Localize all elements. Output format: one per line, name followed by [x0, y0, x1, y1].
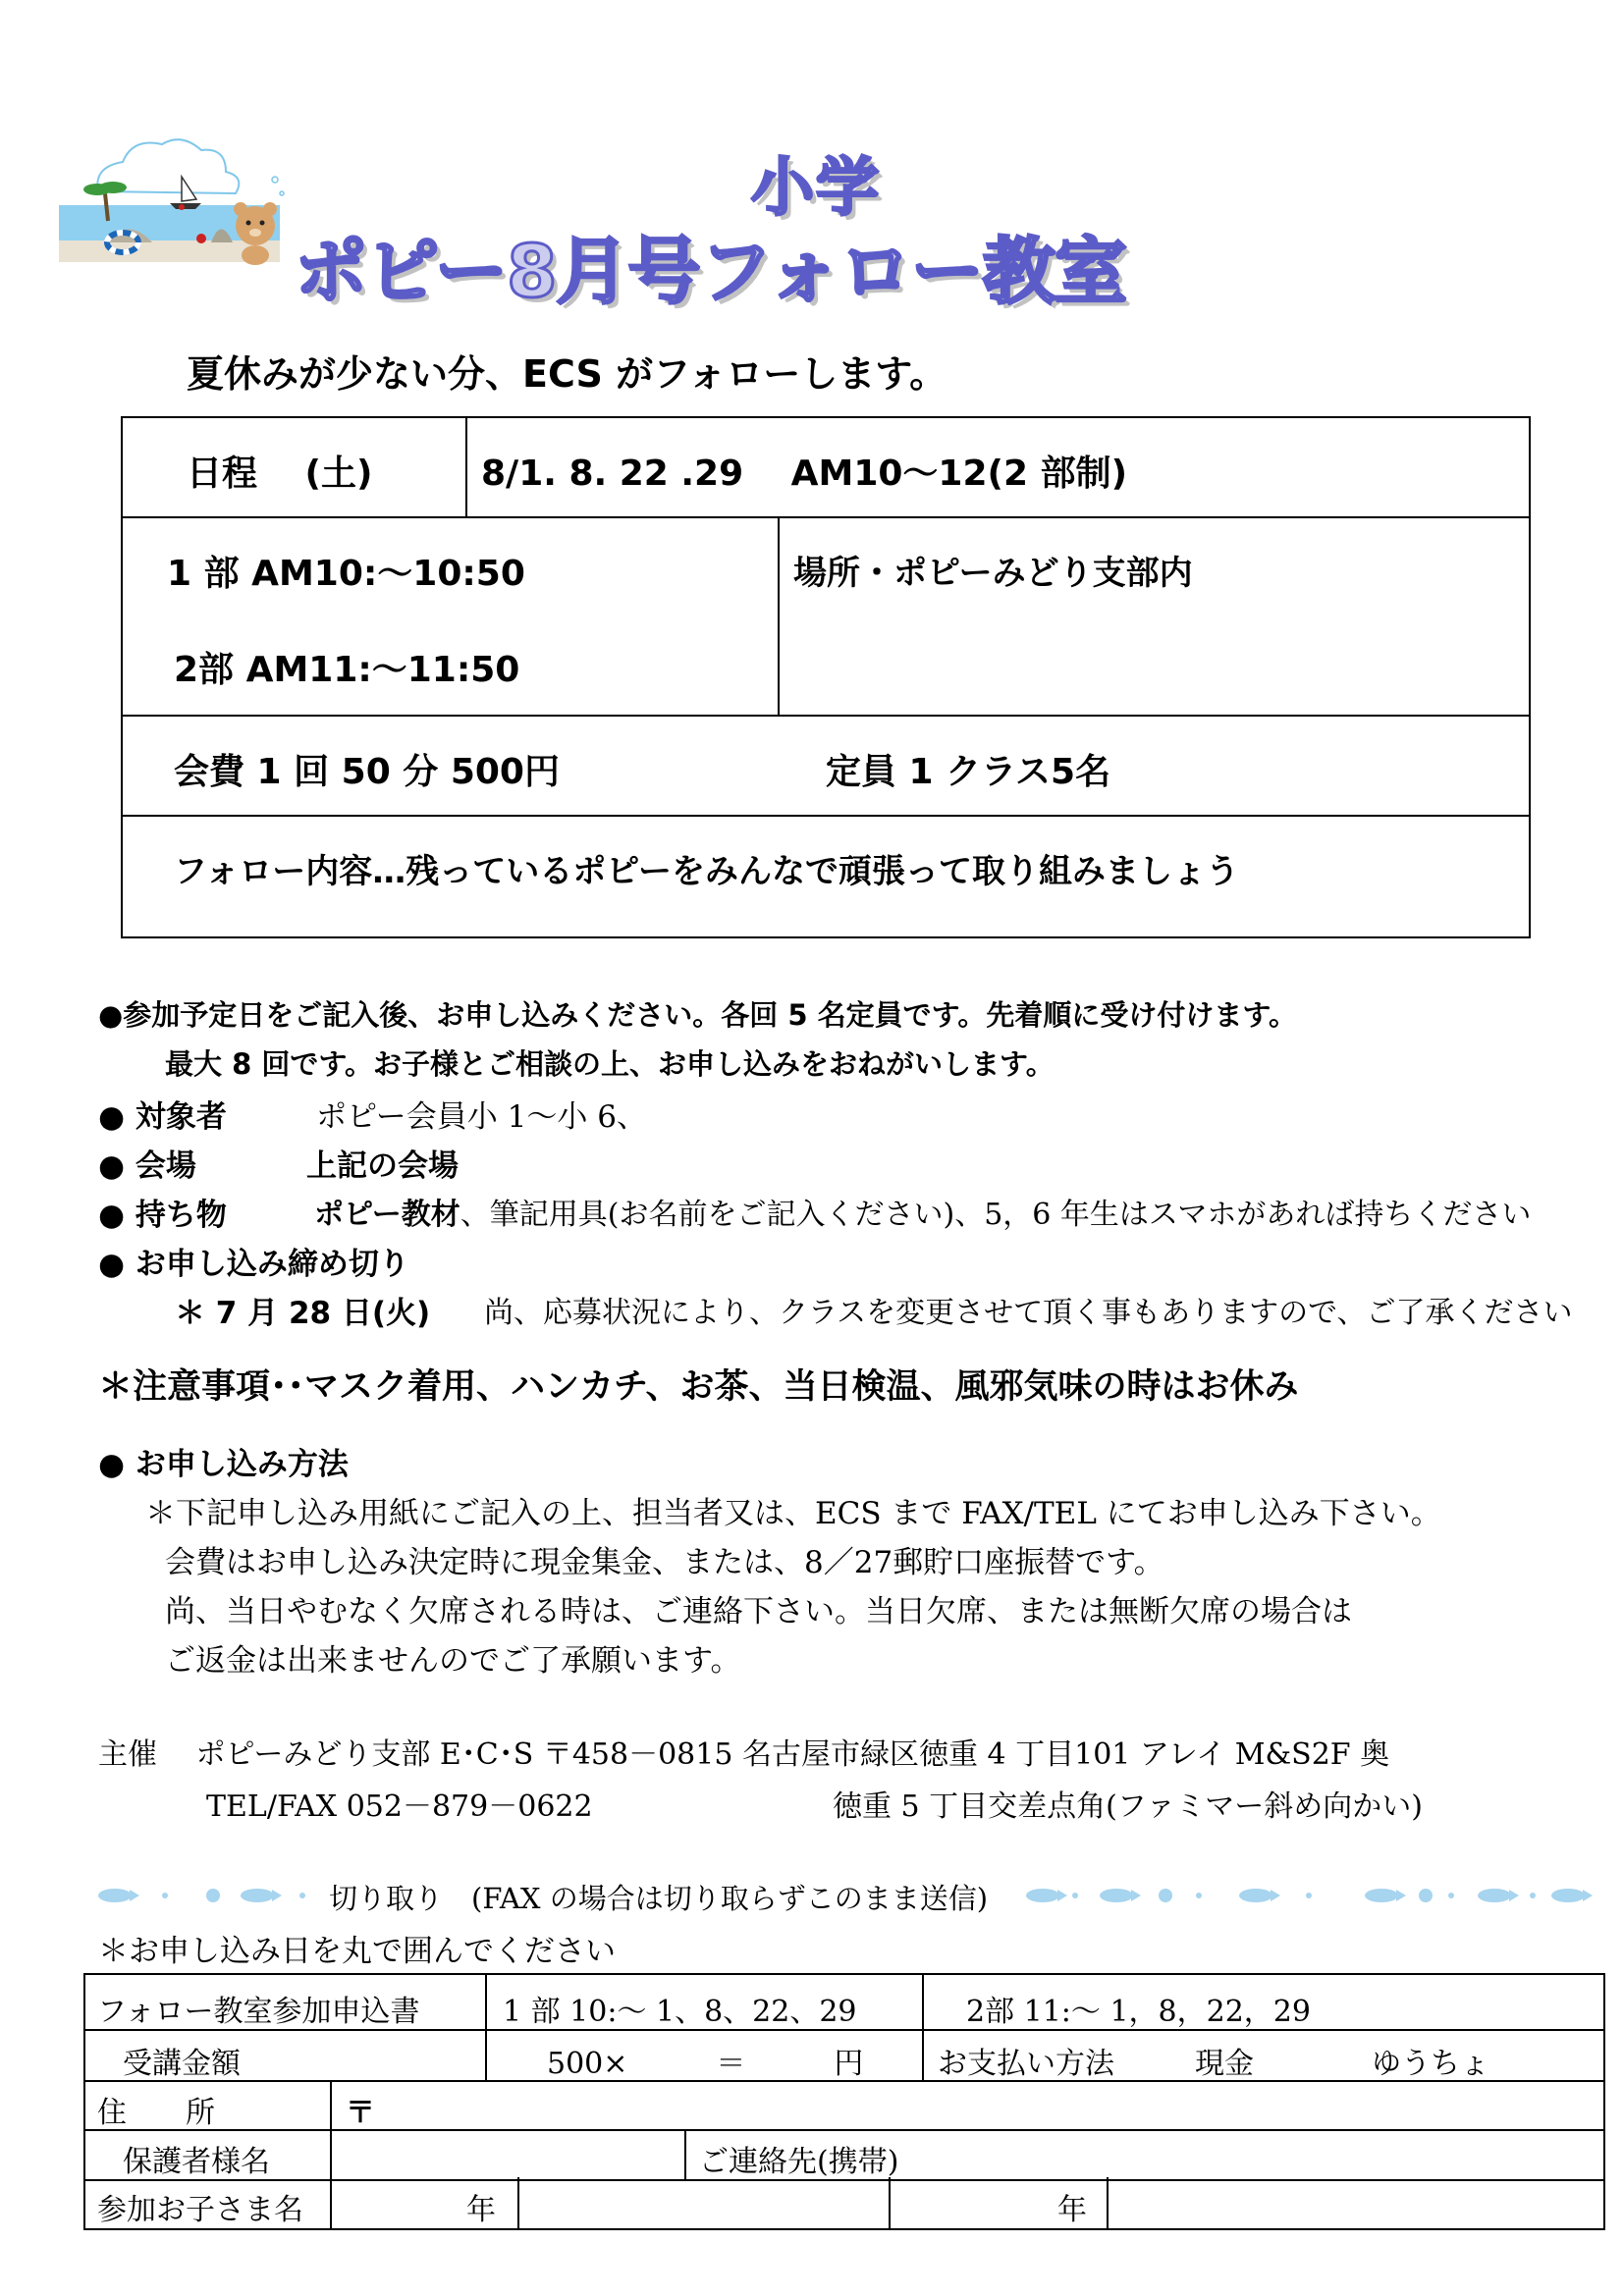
- info-box: [121, 416, 1531, 938]
- notice-text: ＊注意事項･･マスク着用、ハンカチ、お茶、当日検温、風邪気味の時はお休み: [98, 1367, 1299, 1407]
- form-fee-label: 受講金額: [123, 2047, 241, 2081]
- form-note: ＊お申し込み日を丸で囲んでください: [98, 1934, 616, 1969]
- apply-line-2: 会費はお申し込み決定時に現金集金、または、8／27郵貯口座振替です。: [165, 1545, 1164, 1580]
- info-divider: [123, 815, 1529, 817]
- part1-time: 1 部 AM10:～10:50: [167, 554, 525, 594]
- items-value: 、筆記用具(お名前をご記入ください)、5，6 年生はスマホがあれば持ちください: [460, 1198, 1532, 1232]
- deadline-label: ● お申し込み締め切り: [98, 1247, 409, 1282]
- apply-line-3: 尚、当日やむなく欠席される時は、ご連絡下さい。当日欠席、または無断欠席の場合は: [165, 1594, 1352, 1629]
- form-postal-mark[interactable]: 〒: [346, 2096, 375, 2130]
- organizer-line: 主催 ポピーみどり支部 E･C･S 〒458－0815 名古屋市緑区徳重 4 丁目101 アレイ M&S2F 奥: [98, 1737, 1390, 1772]
- form-col-divider: [922, 1975, 924, 2080]
- info-divider: [778, 516, 780, 715]
- cut-line-text: 切り取り (FAX の場合は切り取らずこのまま送信): [329, 1882, 989, 1915]
- form-part1-option[interactable]: 1 部 10:～ 1、8、22、29: [503, 1995, 857, 2029]
- fee-text: 会費 1 回 50 分 500円: [174, 752, 560, 792]
- form-address-label: 住 所: [97, 2096, 215, 2130]
- info-divider: [123, 516, 1529, 518]
- target-value: ポピー会員小 1～小 6、: [316, 1099, 647, 1135]
- form-row-divider: [85, 2129, 1603, 2131]
- title-line2: ポピー8月号フォロー教室: [295, 230, 1126, 314]
- capacity-text: 定員 1 クラス5名: [826, 752, 1111, 792]
- form-col-divider: [485, 1975, 487, 2080]
- form-child-year-1[interactable]: 年: [466, 2193, 496, 2227]
- items-label: ● 持ち物: [98, 1198, 227, 1233]
- deadline-note: 尚、応募状況により、クラスを変更させて頂く事もありますので、ご了承ください: [484, 1296, 1573, 1330]
- items-value-row: [314, 1190, 1531, 1233]
- bullet-apply-info: ●参加予定日をご記入後、お申し込みください。各回 5 名定員です。先着順に受け付けます。: [98, 998, 1298, 1032]
- form-pay-postal-option[interactable]: ゆうちょ: [1372, 2047, 1489, 2081]
- form-fee-field[interactable]: 500× ＝ 円: [547, 2047, 864, 2081]
- place-text: 場所・ポピーみどり支部内: [793, 554, 1193, 593]
- venue-label: ● 会場: [98, 1148, 196, 1184]
- application-form: [83, 1973, 1605, 2181]
- lead-text: 夏休みが少ない分、ECS がフォローします。: [187, 352, 947, 396]
- form-guardian-label: 保護者様名: [123, 2145, 270, 2179]
- form-child-row: [83, 2177, 1605, 2230]
- form-col-divider: [684, 2129, 686, 2179]
- target-label: ● 対象者: [98, 1099, 227, 1135]
- bullet-apply-info-2: 最大 8 回です。お子様とご相談の上、お申し込みをおねがいします。: [165, 1047, 1055, 1081]
- form-child-year-2[interactable]: 年: [1057, 2193, 1087, 2227]
- form-child-label: 参加お子さま名: [97, 2193, 303, 2227]
- info-divider: [123, 715, 1529, 717]
- form-pay-cash-option[interactable]: 現金: [1195, 2047, 1254, 2081]
- apply-line-4: ご返金は出来ませんのでご了承願います。: [165, 1643, 741, 1679]
- schedule-label: 日程 (土): [187, 454, 373, 494]
- form-pay-label: お支払い方法: [938, 2047, 1114, 2081]
- items-value-bold: ポピー教材: [314, 1198, 460, 1232]
- content-text: フォロー内容…残っているポピーをみんなで頑張って取り組みましょう: [174, 852, 1239, 891]
- deadline-date: ＊ 7 月 28 日(火): [175, 1296, 431, 1331]
- form-part2-option[interactable]: 2部 11:～ 1，8，22，29: [966, 1995, 1311, 2029]
- form-col-divider: [330, 2080, 332, 2179]
- title-line1: 小学: [751, 152, 881, 225]
- organizer-landmark: 徳重 5 丁目交差点角(ファミマー斜め向かい): [833, 1789, 1423, 1824]
- schedule-value: 8/1. 8. 22 .29 AM10～12(2 部制): [481, 454, 1128, 494]
- venue-value: 上記の会場: [306, 1148, 459, 1184]
- form-title: フォロー教室参加申込書: [97, 1995, 420, 2029]
- organizer-tel: TEL/FAX 052－879－0622: [206, 1789, 593, 1824]
- info-divider: [465, 418, 467, 516]
- form-contact-label: ご連絡先(携帯): [699, 2145, 899, 2179]
- apply-line-1: ＊下記申し込み用紙にご記入の上、担当者又は、ECS まで FAX/TEL にてお申し込み下さい。: [145, 1496, 1441, 1531]
- beach-illustration: [54, 133, 290, 265]
- apply-method-label: ● お申し込み方法: [98, 1447, 349, 1482]
- part2-time: 2部 AM11:～11:50: [174, 650, 520, 690]
